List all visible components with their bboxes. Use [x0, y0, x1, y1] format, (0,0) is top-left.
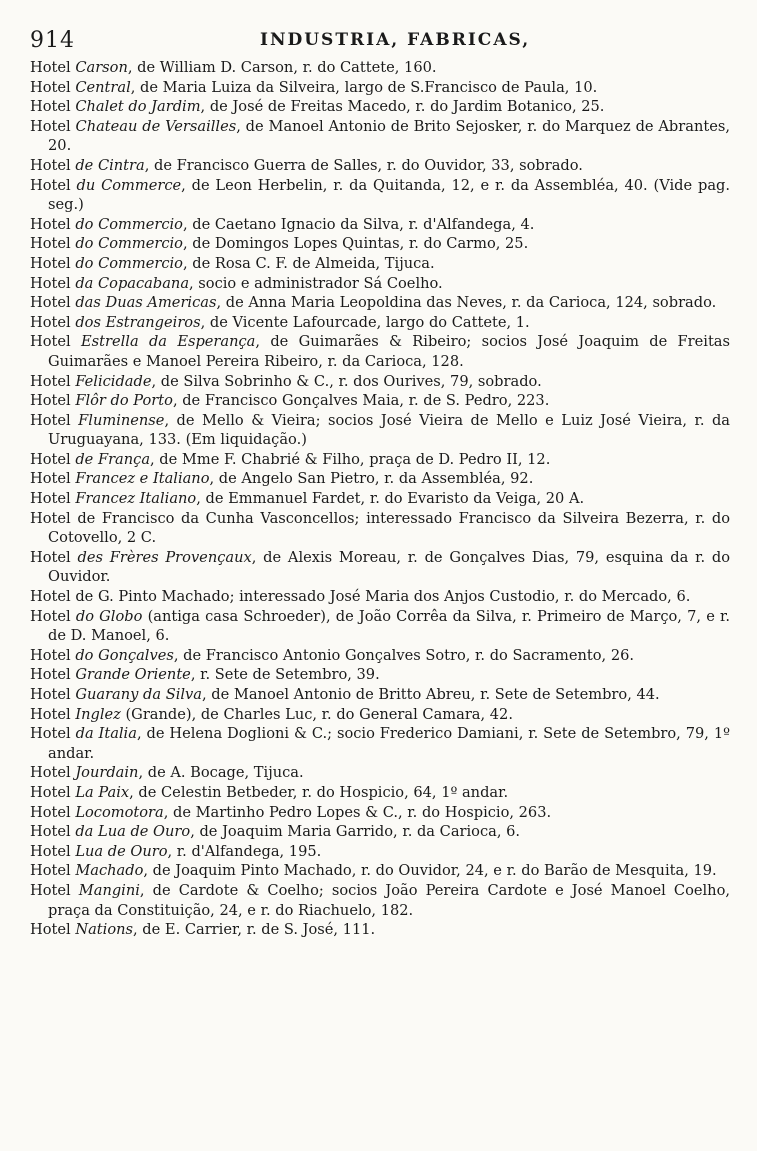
page-number: 914 [30, 28, 75, 53]
entry-details: , de Joaquim Pinto Machado, r. do Ouvidor, 24, e r. do Barão de Mesquita, 19. [143, 862, 717, 880]
entry-prefix: Hotel [30, 470, 71, 488]
entry-prefix: Hotel [30, 686, 71, 703]
hotel-entry [30, 411, 730, 450]
entry-prefix: Hotel [30, 921, 71, 939]
hotel-name: Lua de Ouro [75, 842, 168, 860]
entry-list [30, 58, 730, 940]
entry-details: , de Rosa C. F. de Almeida, Tijuca. [182, 254, 435, 272]
hotel-name: Jourdain [75, 764, 139, 782]
entry-details: , de Francisco Antonio Gonçalves Sotro, r. do Sacramento, 26. [173, 646, 635, 664]
hotel-entry [30, 646, 730, 666]
entry-prefix: Hotel [30, 548, 71, 566]
entry-prefix: Hotel [30, 450, 71, 468]
entry-prefix: Hotel [30, 705, 71, 723]
hotel-name: Machado [75, 862, 144, 880]
hotel-name: Felicidade [75, 372, 152, 390]
hotel-entry [30, 587, 730, 607]
entry-details: , r. d'Alfandega, 195. [167, 842, 322, 860]
entry-prefix: Hotel [30, 881, 71, 899]
hotel-entry [30, 842, 730, 862]
entry-prefix: Hotel [30, 646, 71, 664]
hotel-name: des Frères Provençaux [77, 548, 252, 566]
entry-details: , de William D. Carson, r. do Cattete, 160. [127, 59, 437, 76]
entry-details: , de Mello & Vieira; socios José Vieira de Mello e Luiz José Vieira, r. da Uruguayana, 133. (Em liquidação.) [48, 411, 730, 449]
entry-details: , de Martinho Pedro Lopes & C., r. do Hospicio, 263. [163, 803, 552, 821]
entry-details: , de Francisco Guerra de Salles, r. do Ouvidor, 33, sobrado. [144, 156, 583, 174]
hotel-name: do Commercio [75, 235, 183, 253]
hotel-name: La Paix [75, 783, 130, 801]
hotel-entry [30, 313, 730, 333]
hotel-entry [30, 920, 730, 940]
hotel-name: Fluminense [78, 411, 165, 429]
hotel-entry [30, 861, 730, 881]
entry-prefix: Hotel [30, 176, 71, 194]
entry-details: , de Emmanuel Fardet, r. do Evaristo da Veiga, 20 A. [196, 490, 585, 508]
hotel-entry [30, 58, 730, 78]
hotel-entry [30, 705, 730, 725]
hotel-name: Central [75, 78, 131, 96]
hotel-entry [30, 783, 730, 803]
entry-details: , de Helena Doglioni & C.; socio Frederico Damiani, r. Sete de Setembro, 79, 1º andar. [48, 725, 730, 762]
hotel-name: do Commercio [75, 254, 183, 272]
entry-details: , de Angelo San Pietro, r. da Assembléa, 92. [209, 470, 534, 488]
entry-prefix: Hotel [30, 607, 71, 625]
hotel-name: Grande Oriente [75, 666, 191, 684]
hotel-name: do Globo [75, 607, 143, 625]
entry-prefix: Hotel [30, 823, 71, 841]
entry-details: , socio e administrador Sá Coelho. [189, 274, 443, 292]
hotel-name: Flôr do Porto [75, 392, 173, 410]
entry-prefix: Hotel [30, 372, 71, 390]
entry-prefix: Hotel [30, 78, 71, 96]
entry-details: , de Maria Luiza da Silveira, largo de S.Francisco de Paula, 10. [130, 78, 598, 96]
entry-details: , de Francisco Gonçalves Maia, r. de S. Pedro, 223. [172, 392, 550, 410]
entry-details: , de Joaquim Maria Garrido, r. da Carioca, 6. [190, 823, 521, 841]
hotel-entry [30, 665, 730, 685]
entry-details: , de Manoel Antonio de Brito Sejosker, r. do Marquez de Abrantes, 20. [48, 117, 730, 155]
hotel-entry [30, 234, 730, 254]
hotel-name: Mangini [78, 881, 140, 899]
entry-prefix: Hotel [30, 862, 71, 880]
hotel-entry [30, 215, 730, 235]
entry-prefix: Hotel [30, 117, 71, 135]
entry-prefix: Hotel [30, 156, 71, 174]
hotel-entry [30, 607, 730, 646]
hotel-name: dos Estrangeiros [75, 313, 201, 331]
entry-details: , de Domingos Lopes Quintas, r. do Carmo, 25. [182, 235, 529, 253]
entry-prefix: Hotel [30, 509, 71, 527]
entry-prefix: Hotel [30, 803, 71, 821]
entry-details: , de E. Carrier, r. de S. José, 111. [133, 921, 376, 939]
hotel-name: do Commercio [75, 215, 183, 233]
entry-prefix: Hotel [30, 333, 71, 351]
hotel-name: Guarany da Silva [75, 686, 203, 703]
hotel-name: Locomotora [75, 803, 164, 821]
hotel-entry [30, 685, 730, 705]
hotel-name: Francez e Italiano [75, 470, 210, 488]
entry-prefix: Hotel [30, 666, 71, 684]
hotel-entry [30, 822, 730, 842]
hotel-entry [30, 803, 730, 823]
hotel-entry [30, 78, 730, 98]
hotel-name: Carson [75, 59, 128, 76]
entry-details: , de Celestin Betbeder, r. do Hospicio, 64, 1º andar. [129, 783, 509, 801]
entry-prefix: Hotel [30, 98, 71, 116]
entry-details: , r. Sete de Setembro, 39. [190, 666, 380, 684]
entry-details: , de José de Freitas Macedo, r. do Jardim Botanico, 25. [200, 98, 605, 116]
hotel-entry [30, 489, 730, 509]
hotel-name: da Copacabana [75, 274, 190, 292]
hotel-entry [30, 469, 730, 489]
hotel-entry [30, 332, 730, 371]
entry-details: de G. Pinto Machado; interessado José Maria dos Anjos Custodio, r. do Mercado, 6. [75, 588, 691, 606]
entry-prefix: Hotel [30, 215, 71, 233]
entry-details: , de Cardote & Coelho; socios João Pereira Cardote e José Manoel Coelho, praça da Constituição, 24, e r. do Riachuelo, 182. [48, 881, 730, 919]
hotel-name: Francez Italiano [75, 490, 197, 508]
hotel-entry [30, 391, 730, 411]
entry-prefix: Hotel [30, 588, 71, 606]
hotel-name: de Cintra [75, 156, 145, 174]
hotel-entry [30, 176, 730, 215]
entry-details: , de Guimarães & Ribeiro; socios José Joaquim de Freitas Guimarães e Manoel Pereira Ribeiro, r. da Carioca, 128. [48, 333, 730, 370]
hotel-name: Nations [75, 921, 134, 939]
hotel-name: Chateau de Versailles [75, 117, 237, 135]
entry-prefix: Hotel [30, 842, 71, 860]
hotel-entry [30, 97, 730, 117]
entry-details: , de Caetano Ignacio da Silva, r. d'Alfandega, 4. [182, 215, 535, 233]
running-head: INDUSTRIA, FABRICAS, [260, 30, 531, 50]
entry-details: , de Leon Herbelin, r. da Quitanda, 12, e r. da Assembléa, 40. (Vide pag. seg.) [48, 176, 730, 214]
entry-details: , de Alexis Moreau, r. de Gonçalves Dias, 79, esquina da r. do Ouvidor. [48, 548, 731, 586]
entry-details: , de Vicente Lafourcade, largo do Cattete, 1. [200, 313, 530, 331]
entry-details: , de Manoel Antonio de Britto Abreu, r. Sete de Setembro, 44. [202, 686, 660, 703]
entry-details: (antiga casa Schroeder), de João Corrêa da Silva, r. Primeiro de Março, 7, e r. de D. Manoel, 6. [48, 607, 731, 645]
entry-details: , de Mme F. Chabrié & Filho, praça de D. Pedro II, 12. [150, 450, 551, 468]
hotel-name: du Commerce [76, 176, 182, 194]
entry-prefix: Hotel [30, 411, 71, 429]
hotel-name: das Duas Americas [75, 294, 217, 312]
hotel-name: do Gonçalves [75, 646, 174, 664]
hotel-name: da Italia [75, 725, 137, 743]
entry-prefix: Hotel [30, 392, 71, 410]
entry-prefix: Hotel [30, 59, 71, 76]
entry-prefix: Hotel [30, 235, 71, 253]
entry-details: , de Silva Sobrinho & C., r. dos Ourives, 79, sobrado. [151, 372, 542, 390]
hotel-entry [30, 274, 730, 294]
entry-prefix: Hotel [30, 294, 71, 312]
entry-details: de Francisco da Cunha Vasconcellos; interessado Francisco da Silveira Bezerra, r. do Cotovello, 2 C. [48, 509, 730, 547]
entry-details: , de Anna Maria Leopoldina das Neves, r. da Carioca, 124, sobrado. [216, 294, 717, 312]
entry-details: (Grande), de Charles Luc, r. do General Camara, 42. [120, 705, 513, 723]
entry-prefix: Hotel [30, 783, 71, 801]
entry-prefix: Hotel [30, 764, 71, 782]
entry-details: , de A. Bocage, Tijuca. [138, 764, 304, 782]
hotel-entry [30, 293, 730, 313]
hotel-entry [30, 254, 730, 274]
hotel-name: Estrella da Esperança [81, 333, 256, 351]
hotel-entry [30, 548, 730, 587]
hotel-entry [30, 724, 730, 763]
hotel-entry [30, 372, 730, 392]
hotel-entry [30, 509, 730, 548]
hotel-name: de França [75, 450, 151, 468]
hotel-entry [30, 450, 730, 470]
hotel-entry [30, 117, 730, 156]
hotel-name: Inglez [75, 705, 121, 723]
hotel-entry [30, 881, 730, 920]
hotel-name: da Lua de Ouro [75, 823, 191, 841]
hotel-entry [30, 156, 730, 176]
page-header [30, 18, 730, 54]
hotel-name: Chalet do Jardim [75, 98, 201, 116]
entry-prefix: Hotel [30, 313, 71, 331]
entry-prefix: Hotel [30, 490, 71, 508]
hotel-entry [30, 763, 730, 783]
entry-prefix: Hotel [30, 254, 71, 272]
entry-prefix: Hotel [30, 725, 71, 743]
entry-prefix: Hotel [30, 274, 71, 292]
